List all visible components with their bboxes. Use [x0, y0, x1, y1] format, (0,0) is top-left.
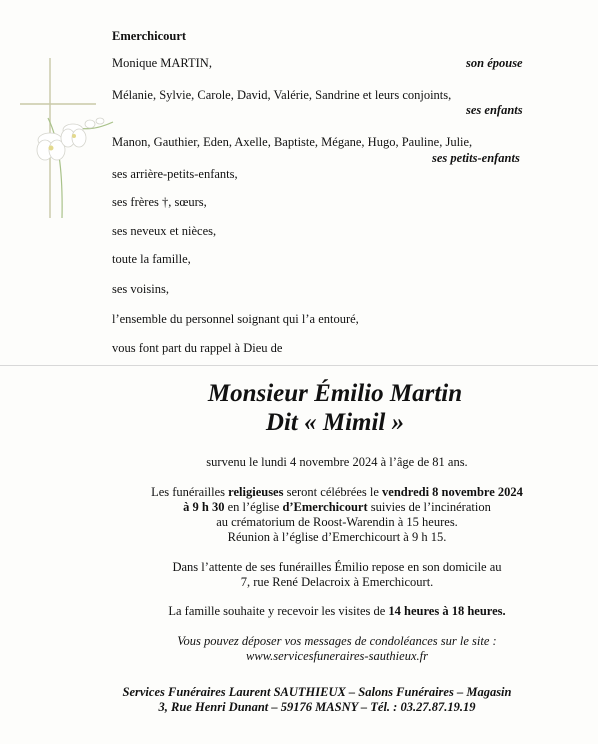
funeral-time: à 9 h 30	[183, 500, 225, 514]
footer-line-2: 3, Rue Henri Dunant – 59176 MASNY – Tél. : 03.27.87.19.19	[158, 700, 476, 714]
visits-hours: 14 heures à 18 heures.	[388, 604, 506, 618]
grandchildren-names: Manon, Gauthier, Eden, Axelle, Baptiste, Mégane, Hugo, Pauline, Julie,	[112, 135, 473, 149]
condolences-url: www.servicesfuneraires-sauthieux.fr	[246, 649, 428, 663]
funeral-text: seront célébrées le	[283, 485, 383, 499]
spouse-name: Monique MARTIN,	[112, 56, 212, 70]
visits-text: La famille souhaite y recevoir les visites de	[168, 604, 389, 618]
death-date: survenu le lundi 4 novembre 2024 à l’âge de 81 ans.	[206, 455, 468, 469]
deceased-name: Monsieur Émilio Martin	[207, 380, 463, 407]
rest-line-1: Dans l’attente de ses funérailles Émilio repose en son domicile au	[172, 560, 502, 574]
spouse-role: son épouse	[466, 56, 523, 70]
funeral-line-3: au crématorium de Roost-Warendin à 15 heures.	[216, 515, 458, 529]
funeral-religious: religieuses	[228, 485, 284, 499]
town-header: Emerchicourt	[112, 29, 187, 43]
family-line: ses voisins,	[112, 282, 169, 296]
children-names: Mélanie, Sylvie, Carole, David, Valérie, Sandrine et leurs conjoints,	[112, 88, 452, 102]
funeral-line-1	[38, 485, 598, 500]
funeral-line-2	[38, 500, 598, 515]
cross-with-orchid-icon	[18, 58, 118, 238]
family-line: l’ensemble du personnel soignant qui l’a entouré,	[112, 312, 359, 326]
funeral-date: vendredi 8 novembre 2024	[382, 485, 523, 499]
family-line: ses arrière-petits-enfants,	[112, 167, 238, 181]
grandchildren-role: ses petits-enfants	[432, 151, 520, 165]
divider	[0, 365, 598, 366]
children-role: ses enfants	[466, 103, 523, 117]
funeral-church: d’Emerchicourt	[282, 500, 368, 514]
family-line: ses neveux et nièces,	[112, 224, 217, 238]
footer-line-1: Services Funéraires Laurent SAUTHIEUX – Salons Funéraires – Magasin	[122, 685, 512, 699]
family-line: ses frères †, sœurs,	[112, 195, 207, 209]
funeral-text: Les funérailles	[151, 485, 229, 499]
rest-line-2: 7, rue René Delacroix à Emerchicourt.	[240, 575, 434, 589]
deceased-nickname: Dit « Mimil »	[265, 409, 405, 436]
condolences-line-1: Vous pouvez déposer vos messages de condoléances sur le site :	[177, 634, 497, 648]
family-line: vous font part du rappel à Dieu de	[112, 341, 283, 355]
funeral-text: suivies de l’incinération	[367, 500, 491, 514]
funeral-text: en l’église	[224, 500, 283, 514]
visits-line	[38, 604, 598, 619]
family-line: toute la famille,	[112, 252, 191, 266]
funeral-line-4: Réunion à l’église d’Emerchicourt à 9 h 15.	[227, 530, 447, 544]
